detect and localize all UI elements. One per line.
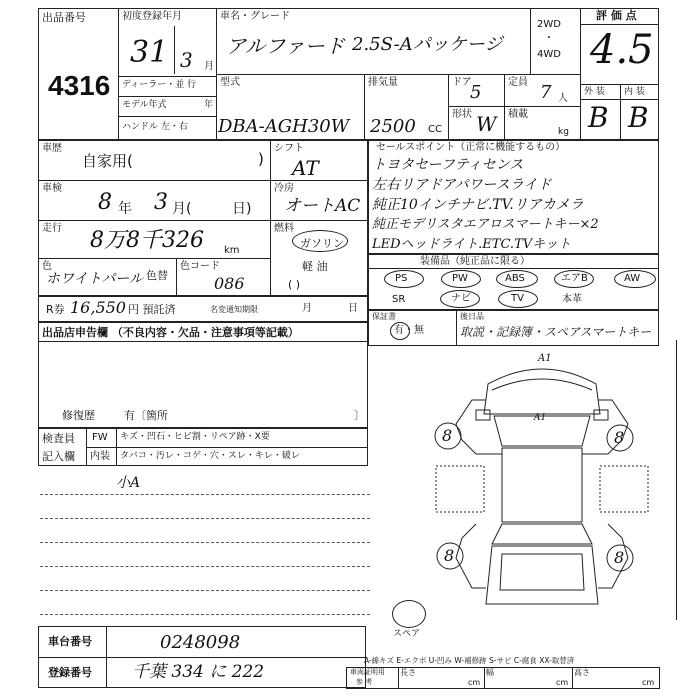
selling-point-1: トヨタセーフティセンス bbox=[372, 157, 524, 173]
cert-label-1: 車両証明用 bbox=[350, 668, 385, 676]
ac-value: オートAC bbox=[284, 196, 361, 216]
recycle-amount: 16,550 bbox=[70, 298, 126, 317]
equip-aw: AW bbox=[624, 273, 641, 284]
drive-4wd: 4WD bbox=[537, 49, 561, 60]
color-value: ホワイトパール bbox=[46, 271, 144, 287]
month-unit: 月 bbox=[204, 61, 214, 72]
fw-label: FW bbox=[92, 432, 108, 443]
capacity-value: 7 bbox=[540, 82, 552, 103]
tire-fl-value: 8 bbox=[442, 426, 453, 445]
tire-rl-value: 8 bbox=[444, 546, 455, 565]
remarks-label: 出品店申告欄 （不良内容・欠品・注意事項等記載） bbox=[42, 326, 299, 339]
exterior-label: 外 装 bbox=[584, 87, 605, 97]
car-name: アルファード bbox=[226, 34, 345, 58]
first-reg-month: 3 bbox=[180, 48, 193, 72]
kg-unit: kg bbox=[558, 127, 569, 137]
model-code: DBA-AGH30W bbox=[218, 116, 350, 137]
cert-label-2: 参 考 bbox=[356, 678, 373, 686]
usage-label: 車歴 bbox=[42, 143, 62, 154]
equip-airbag: エアB bbox=[561, 273, 588, 284]
aftermarket-label: 後日品 bbox=[460, 312, 484, 321]
shape-label: 形状 bbox=[452, 109, 472, 120]
shape-value: W bbox=[476, 112, 497, 136]
car-name-label: 車名・グレード bbox=[220, 11, 290, 22]
capacity-label: 定員 bbox=[508, 77, 528, 88]
equip-ps: PS bbox=[395, 273, 408, 284]
car-diagram bbox=[432, 354, 652, 624]
reg-value: 千葉 334 に 222 bbox=[132, 662, 265, 682]
reg-label: 登録番号 bbox=[48, 666, 92, 679]
doors-value: 5 bbox=[470, 82, 482, 103]
selling-points-label: セールスポイント（正常に機能するもの） bbox=[376, 142, 566, 153]
score-value: 4.5 bbox=[590, 27, 654, 73]
tire-fr-value: 8 bbox=[614, 428, 625, 447]
door-label: ドア bbox=[452, 77, 472, 88]
selling-point-2: 左右リアドアパワースライド bbox=[372, 177, 552, 193]
equip-tv: TV bbox=[511, 293, 524, 304]
chassis-value: 0248098 bbox=[160, 632, 241, 653]
displacement-value: 2500 bbox=[370, 116, 416, 137]
r-label: R券 bbox=[46, 303, 65, 316]
usage-value: 自家用( bbox=[82, 152, 133, 170]
width-label: 幅 bbox=[486, 668, 494, 677]
person-unit: 人 bbox=[558, 93, 568, 104]
selling-point-5: LEDヘッドライト.ETC.TVキット bbox=[372, 237, 571, 252]
interior-check-label: 内装 bbox=[90, 451, 110, 462]
equip-abs: ABS bbox=[505, 273, 525, 284]
km-unit: km bbox=[224, 245, 240, 256]
score-label: 評 価 点 bbox=[596, 9, 637, 22]
inspection-month-unit: 月( bbox=[172, 201, 192, 217]
selling-point-3: 純正10インチナビ.TV.リアカメラ bbox=[372, 197, 584, 213]
recycle-day: 日 bbox=[348, 303, 358, 314]
inspection-label: 車検 bbox=[42, 183, 62, 194]
color-label: 色 bbox=[42, 261, 52, 272]
spare-tire-circle bbox=[392, 600, 426, 628]
aftermarket-value: 取説・記録簿・スペアスマートキー bbox=[460, 325, 652, 339]
model-year-label: モデル年式 bbox=[122, 100, 167, 110]
color-change-label: 色替 bbox=[146, 269, 168, 282]
exterior-grade: B bbox=[588, 101, 609, 134]
interior-grade: B bbox=[628, 101, 649, 134]
inspector-label-2: 記入欄 bbox=[42, 450, 75, 463]
spare-label: スペア bbox=[393, 629, 421, 639]
usage-close: ) bbox=[258, 150, 264, 168]
chassis-label: 車台番号 bbox=[48, 635, 92, 648]
drive-2wd: 2WD bbox=[537, 19, 561, 30]
dealer-label: ディーラー・並 行 bbox=[122, 80, 197, 90]
height-label: 高さ bbox=[574, 668, 590, 677]
height-cm: cm bbox=[642, 678, 655, 687]
inspection-year: 8 bbox=[98, 190, 112, 215]
cert-frame bbox=[346, 667, 660, 689]
shift-value: AT bbox=[292, 156, 319, 180]
color-code-value: 086 bbox=[214, 274, 245, 293]
warranty-label: 保証書 bbox=[372, 312, 396, 321]
inspection-month: 3 bbox=[154, 190, 168, 215]
fuel-diesel: 軽 油 bbox=[302, 260, 328, 273]
top-damage-mark: A1 bbox=[538, 353, 552, 364]
year-unit-label: 年 bbox=[204, 100, 214, 110]
right-edge-line bbox=[676, 340, 677, 620]
handle-label: ハンドル 左・右 bbox=[122, 122, 188, 132]
car-grade: 2.5S-Aパッケージ bbox=[352, 34, 503, 55]
selling-point-4: 純正モデリスタエアロスマートキー×2 bbox=[372, 217, 599, 232]
lot-label: 出品番号 bbox=[42, 11, 86, 24]
load-label: 積載 bbox=[508, 109, 528, 120]
interior-label: 内 装 bbox=[624, 87, 645, 97]
interior-items: タバコ・汚レ・コゲ・穴・スレ・キレ・破レ bbox=[120, 451, 300, 461]
equipment-label: 装備品（純正品に限る） bbox=[420, 256, 530, 267]
width-cm: cm bbox=[556, 678, 569, 687]
equip-leather: 本革 bbox=[562, 294, 582, 305]
first-reg-year: 31 bbox=[130, 35, 169, 70]
equip-navi: ナビ bbox=[451, 293, 471, 304]
color-code-label: 色コード bbox=[180, 261, 220, 272]
fuel-label: 燃料 bbox=[274, 223, 294, 234]
length-label: 長さ bbox=[400, 668, 416, 677]
type-label: 型式 bbox=[220, 77, 240, 88]
inspector-note: 小A bbox=[116, 475, 141, 491]
warranty-value: 有・無 bbox=[394, 325, 424, 336]
recycle-month: 月 bbox=[302, 303, 312, 314]
fuel-other: ( ) bbox=[288, 278, 301, 291]
recycle-yen: 円 預託済 bbox=[128, 303, 176, 316]
ac-label: 冷房 bbox=[274, 183, 294, 194]
repair-value: 有〔箇所 bbox=[124, 409, 168, 422]
equip-pw: PW bbox=[452, 273, 468, 284]
repair-close: 〕 bbox=[354, 409, 365, 422]
fw-items: キズ・凹石・ヒビ割・リペア跡・X要 bbox=[120, 432, 270, 442]
mileage-label: 走行 bbox=[42, 223, 62, 234]
inspection-day-unit: 日) bbox=[232, 201, 252, 217]
cc-unit: CC bbox=[428, 124, 442, 135]
name-change-label: 名変通知期限 bbox=[210, 305, 258, 314]
inspector-label-1: 検査員 bbox=[42, 432, 75, 445]
mileage-value: 8万8千326 bbox=[90, 228, 204, 253]
lot-number: 4316 bbox=[48, 70, 111, 101]
length-cm: cm bbox=[468, 678, 481, 687]
legend: A-線キズ E-エクボ U-凹み W-補修跡 S-サビ C-腐食 XX-取替済 bbox=[364, 656, 575, 665]
inspection-year-unit: 年 bbox=[118, 201, 132, 217]
tire-rr-value: 8 bbox=[614, 548, 625, 567]
shift-label: シフト bbox=[274, 143, 304, 154]
repair-label: 修復歴 bbox=[62, 409, 95, 422]
windshield-damage-mark: A1 bbox=[534, 413, 547, 423]
drive-dot: ・ bbox=[544, 33, 554, 44]
first-reg-label: 初度登録年月 bbox=[122, 11, 182, 22]
fuel-value: ガソリン bbox=[300, 237, 344, 250]
displacement-label: 排気量 bbox=[368, 77, 398, 88]
equip-sr: SR bbox=[392, 294, 406, 305]
